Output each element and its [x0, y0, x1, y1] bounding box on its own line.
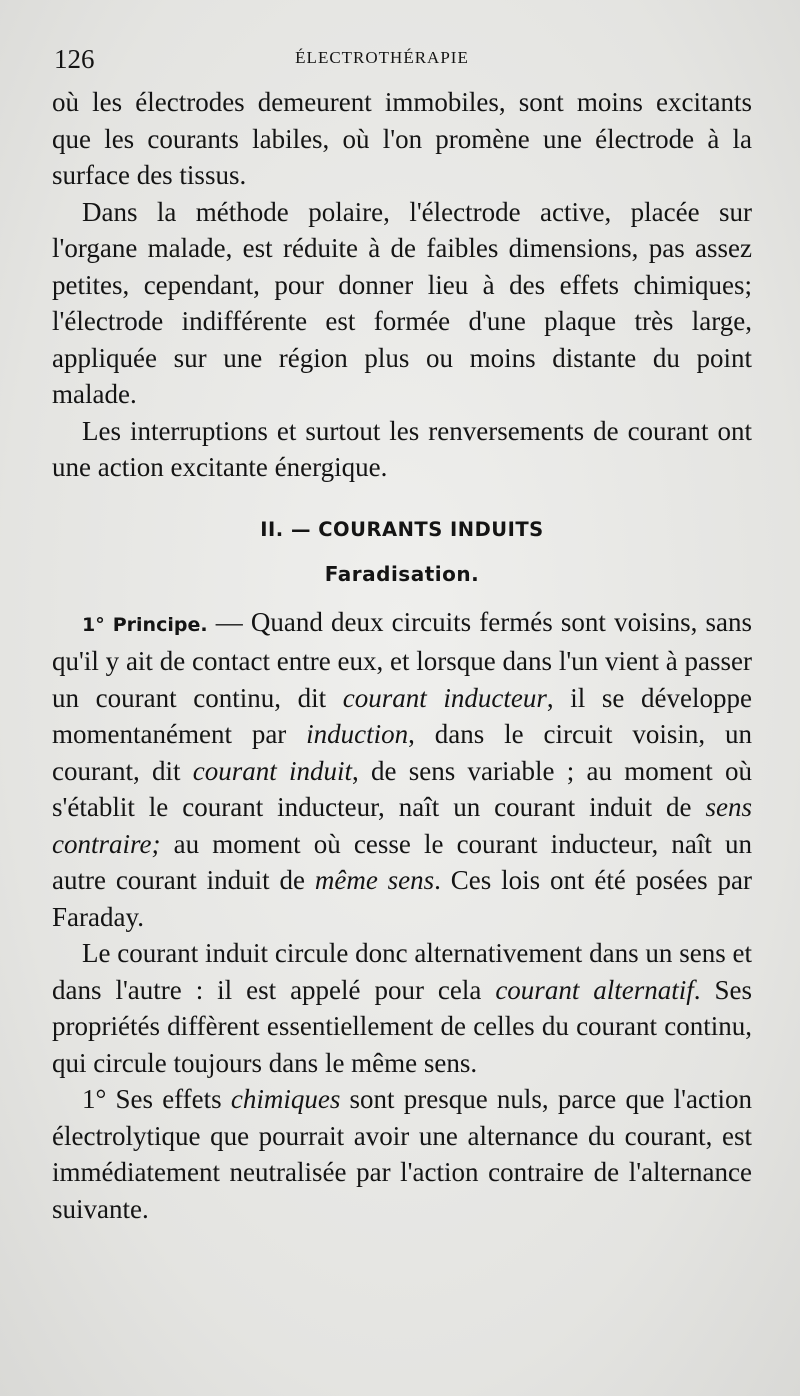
- term-induction: induction: [306, 719, 409, 749]
- term-chimiques: chimiques: [230, 1084, 341, 1114]
- effets-text-2: sont presque nuls, parce que l'action électrolytique que pourrait avoir une alternance du courant, est immédiatement neutralisée par l'action contraire de l'alternance suivante.: [52, 1084, 752, 1224]
- principe-text-2: , il se développe momentanément par: [52, 682, 752, 749]
- section-subheading: Faradisation.: [324, 561, 480, 586]
- paragraph-continuation: où les électrodes demeurent immobiles, sont moins excitants que les courants labiles, où l'on promène une électrode à la surface des tissus.: [52, 87, 752, 190]
- principe-text-1: — Quand deux circuits fermés sont voisins, sans qu'il y ait de contact entre eux, et lorsque dans l'un vient à passer un courant continu, dit: [52, 606, 752, 713]
- paragraph-principe: [52, 604, 752, 936]
- page-header: [52, 40, 752, 84]
- page-number: 126: [54, 44, 95, 74]
- paragraph-interruptions: Les interruptions et surtout les renversements de courant ont une action excitante énergique.: [52, 415, 752, 482]
- principe-label: 1° Principe.: [82, 613, 208, 636]
- paragraph-effets-chimiques: [52, 1081, 752, 1227]
- term-courant-alternatif: courant alternatif: [495, 974, 694, 1005]
- paragraph-methode-polaire: Dans la méthode polaire, l'électrode active, placée sur l'organe malade, est réduite à de faibles dimensions, pas assez petites, cependant, pour donner lieu à des effets chimiques; l'électrode indifférente est formée d'une plaque très large, appliquée sur une région plus ou moins distante du point malade.: [52, 196, 752, 409]
- section-heading: II. — COURANTS INDUITS: [260, 517, 544, 541]
- term-meme-sens: même sens: [314, 865, 435, 895]
- book-page: [52, 40, 752, 1227]
- paragraph-courant-alternatif: [52, 935, 752, 1081]
- principe-text-6: . Ces lois ont été posées par Faraday.: [52, 865, 752, 932]
- term-courant-inducteur: courant inducteur: [342, 682, 547, 713]
- alternatif-text-1: Le courant induit circule donc alternativement dans un sens et dans l'autre : il est appelé pour cela: [52, 938, 752, 1005]
- effets-text-1: 1° Ses effets: [82, 1084, 231, 1114]
- alternatif-text-2: . Ses propriétés diffèrent essentiellement de celles du courant continu, qui circule toujours dans le même sens.: [52, 974, 752, 1078]
- term-sens-contraire: sens contraire;: [52, 792, 752, 859]
- term-courant-induit: courant induit: [192, 755, 353, 786]
- principe-text-5: au moment où cesse le courant inducteur, naît un autre courant induit de: [52, 828, 752, 895]
- principe-text-4: , de sens variable ; au moment où s'établit le courant inducteur, naît un courant induit de: [52, 755, 753, 822]
- running-head: ÉLECTROTHÉRAPIE: [295, 48, 469, 67]
- principe-text-3: , dans le circuit voisin, un courant, dit: [52, 719, 752, 786]
